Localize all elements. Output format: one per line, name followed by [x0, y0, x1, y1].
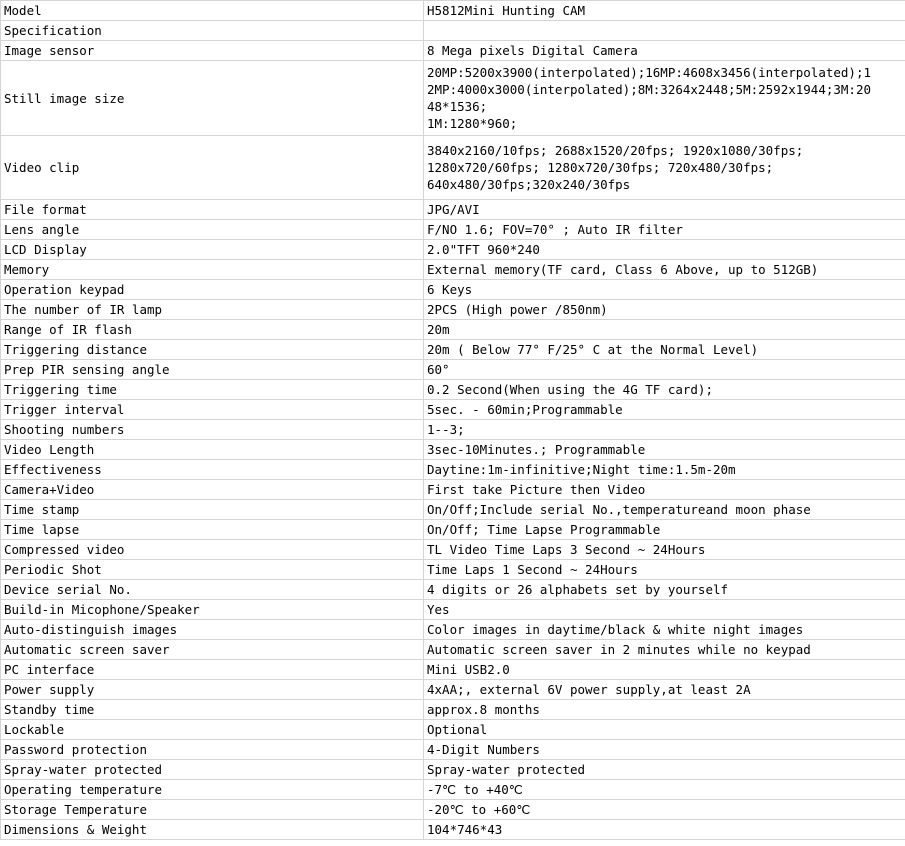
table-row [1, 280, 905, 300]
row-value: On/Off;Include serial No.,temperatureand moon phase [424, 500, 905, 520]
table-row [1, 440, 905, 460]
row-label: Memory [1, 260, 424, 280]
row-label: Time stamp [1, 500, 424, 520]
row-label: Still image size [1, 61, 424, 136]
table-row [1, 560, 905, 580]
table-row [1, 41, 905, 61]
value-line: 2MP:4000x3000(interpolated);8M:3264x2448;5M:2592x1944;3M:20 [427, 82, 872, 97]
row-value: 2PCS (High power /850nm) [424, 300, 905, 320]
row-value: JPG/AVI [424, 200, 905, 220]
row-label: Power supply [1, 680, 424, 700]
row-label: Video clip [1, 136, 424, 200]
row-label: Prep PIR sensing angle [1, 360, 424, 380]
row-label: Operating temperature [1, 780, 424, 800]
row-label: Specification [1, 21, 424, 41]
row-value: 8 Mega pixels Digital Camera [424, 41, 905, 61]
row-value: 4xAA;, external 6V power supply,at least 2A [424, 680, 905, 700]
row-value: 3sec-10Minutes.; Programmable [424, 440, 905, 460]
row-label: Periodic Shot [1, 560, 424, 580]
value-line: 640x480/30fps;320x240/30fps [427, 177, 631, 192]
row-label: Dimensions & Weight [1, 820, 424, 840]
row-value: -7℃ to +40℃ [424, 780, 905, 800]
table-row [1, 620, 905, 640]
table-row [1, 260, 905, 280]
row-label: Lens angle [1, 220, 424, 240]
row-value: 60° [424, 360, 905, 380]
table-row [1, 360, 905, 380]
row-value [424, 21, 905, 41]
row-value: Optional [424, 720, 905, 740]
row-value: 6 Keys [424, 280, 905, 300]
table-row [1, 700, 905, 720]
row-label: Build-in Micophone/Speaker [1, 600, 424, 620]
row-label: Effectiveness [1, 460, 424, 480]
table-row [1, 21, 905, 41]
row-value: 0.2 Second(When using the 4G TF card); [424, 380, 905, 400]
table-row [1, 800, 905, 820]
row-value: 104*746*43 [424, 820, 905, 840]
row-value: Mini USB2.0 [424, 660, 905, 680]
row-value: Spray-water protected [424, 760, 905, 780]
table-row [1, 820, 905, 840]
value-line: 3840x2160/10fps; 2688x1520/20fps; 1920x1080/30fps; [427, 143, 804, 158]
row-label: Storage Temperature [1, 800, 424, 820]
row-value: Yes [424, 600, 905, 620]
table-row [1, 200, 905, 220]
row-label: Auto-distinguish images [1, 620, 424, 640]
table-row [1, 300, 905, 320]
row-value: 4-Digit Numbers [424, 740, 905, 760]
table-row [1, 540, 905, 560]
table-row [1, 240, 905, 260]
row-value: 1--3; [424, 420, 905, 440]
value-line: 1280x720/60fps; 1280x720/30fps; 720x480/30fps; [427, 160, 774, 175]
table-row [1, 340, 905, 360]
row-label: PC interface [1, 660, 424, 680]
row-value: H5812Mini Hunting CAM [424, 1, 905, 21]
row-value: 2.0"TFT 960*240 [424, 240, 905, 260]
table-row [1, 780, 905, 800]
row-value: TL Video Time Laps 3 Second ~ 24Hours [424, 540, 905, 560]
row-label: Automatic screen saver [1, 640, 424, 660]
value-line: 1M:1280*960; [427, 116, 518, 131]
row-value: approx.8 months [424, 700, 905, 720]
table-row [1, 420, 905, 440]
row-label: Spray-water protected [1, 760, 424, 780]
table-row [1, 740, 905, 760]
row-label: Operation keypad [1, 280, 424, 300]
row-label: Password protection [1, 740, 424, 760]
row-label: Compressed video [1, 540, 424, 560]
row-label: Triggering time [1, 380, 424, 400]
spec-table-body [1, 1, 905, 840]
table-row [1, 400, 905, 420]
table-row [1, 600, 905, 620]
table-row [1, 220, 905, 240]
table-row [1, 136, 905, 200]
row-label: Device serial No. [1, 580, 424, 600]
row-value: -20℃ to +60℃ [424, 800, 905, 820]
table-row [1, 580, 905, 600]
value-line: 48*1536; [427, 99, 488, 114]
row-label: Time lapse [1, 520, 424, 540]
row-value: Automatic screen saver in 2 minutes while no keypad [424, 640, 905, 660]
value-line: 20MP:5200x3900(interpolated);16MP:4608x3456(interpolated);1 [427, 65, 872, 80]
row-label: The number of IR lamp [1, 300, 424, 320]
table-row [1, 500, 905, 520]
row-label: Trigger interval [1, 400, 424, 420]
row-label: Triggering distance [1, 340, 424, 360]
row-label: Shooting numbers [1, 420, 424, 440]
table-row [1, 520, 905, 540]
row-value: 5sec. - 60min;Programmable [424, 400, 905, 420]
table-row [1, 1, 905, 21]
row-value: Color images in daytime/black & white night images [424, 620, 905, 640]
row-value: 20m [424, 320, 905, 340]
table-row [1, 660, 905, 680]
row-label: File format [1, 200, 424, 220]
row-value: 20m ( Below 77° F/25° C at the Normal Level) [424, 340, 905, 360]
row-label: Image sensor [1, 41, 424, 61]
row-label: Video Length [1, 440, 424, 460]
row-value: Time Laps 1 Second ~ 24Hours [424, 560, 905, 580]
row-label: Standby time [1, 700, 424, 720]
table-row [1, 680, 905, 700]
table-row [1, 61, 905, 136]
row-value: Daytine:1m-infinitive;Night time:1.5m-20m [424, 460, 905, 480]
table-row [1, 760, 905, 780]
row-label: Model [1, 1, 424, 21]
table-row [1, 720, 905, 740]
row-value [424, 136, 905, 200]
row-value: 4 digits or 26 alphabets set by yourself [424, 580, 905, 600]
row-value: F/NO 1.6; FOV=70° ; Auto IR filter [424, 220, 905, 240]
row-value: On/Off; Time Lapse Programmable [424, 520, 905, 540]
row-label: Range of IR flash [1, 320, 424, 340]
row-label: Camera+Video [1, 480, 424, 500]
row-label: Lockable [1, 720, 424, 740]
table-row [1, 320, 905, 340]
table-row [1, 640, 905, 660]
table-row [1, 460, 905, 480]
table-row [1, 380, 905, 400]
row-value: External memory(TF card, Class 6 Above, up to 512GB) [424, 260, 905, 280]
row-value [424, 61, 905, 136]
row-value: First take Picture then Video [424, 480, 905, 500]
row-label: LCD Display [1, 240, 424, 260]
table-row [1, 480, 905, 500]
